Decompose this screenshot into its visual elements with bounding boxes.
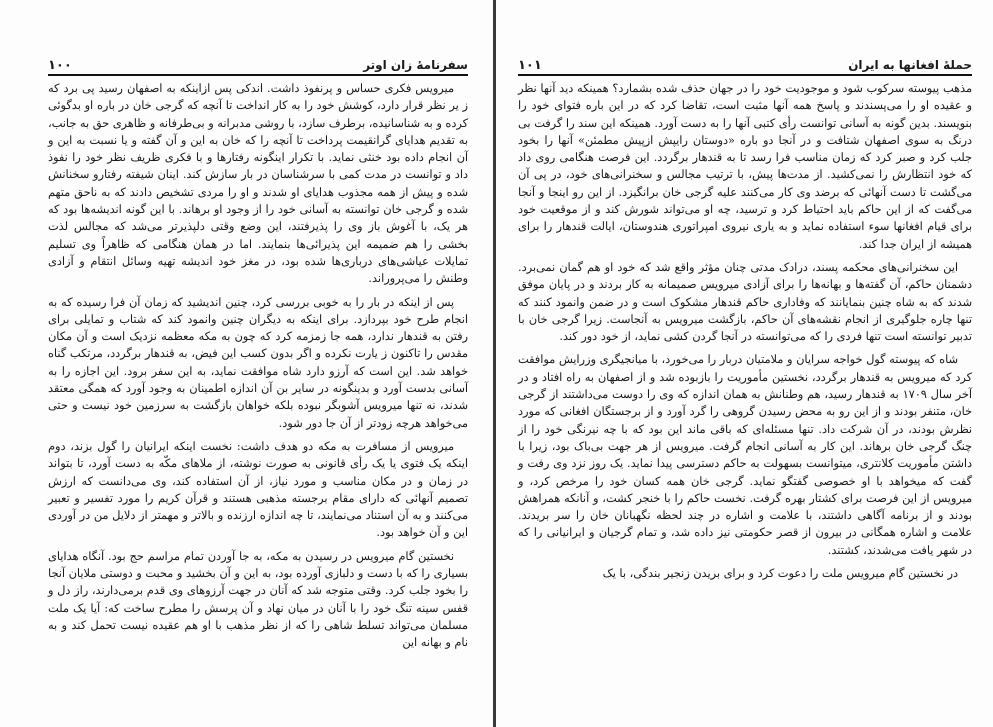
page-header [48, 54, 468, 76]
running-title: حملهٔ افغانها به ایران [848, 58, 972, 72]
paragraph: در نخستین گام میرویس ملت را دعوت کرد و برای بریدن زنجیر بندگی، با یک [602, 567, 958, 581]
left-page [0, 0, 494, 727]
body-text [518, 80, 972, 588]
body-text [48, 80, 468, 658]
paragraph: نخستین گام میرویس در رسیدن به مکه، به جا آوردن تمام مراسم حج بود. آنگاه هدایای بسیاری را که با دست و دلبازی آورده بود، به این و آن بخشید و محبت و دوستی ملایان آنجا را بخود جلب کرد. وقتی متوجه شد که آنان در جهت آرزوهای وی قدم برمی‌دارند، راز دل و قفس سینه تنگ خود را با آنان در میان نهاد و آن پرسش را مطرح ساخت که: آیا یک ملت مسلمان می‌تواند تسلط شاهی را که از نظر مذهب با او هم عقیده نیست تحمل کند و به نام و بهانه این [48, 549, 468, 650]
paragraph: شاه که پیوسته گول خواجه سرایان و ملامتیان دربار را می‌خورد، با میانجیگری وزرایش موافقت کرد که میرویس به قندهار برگردد، نخستین مأموریت را بازبوده شد و از اصفهان به راه افتاد و در آخر سال ۱۷۰۹ به قندهار رسید، هم وطنانش به همان اندازه که وی را دوست می‌داشتند از گرجی خان، متنفر بودند و از این رو به محض رسیدن گروهی را گرد آورد و از برجستگان افغانی که مورد نظرش بودند، در آن شرکت داد. تنها مسئله‌ای که باقی ماند این بود که با چه نیرنگی خود را از چنگ گرجی خان برهاند. این کار به آسانی انجام گرفت. میرویس از هر جهت بی‌باک بود، زیرا با داشتن مأموریت کلانتری، میتوانست بسهولت به حاکم دسترسی پیدا نماید. یک روز نزد وی رفت و گفت که میخواهد با او خصوصی گفتگو نماید. گرجی خان همه کسان خود را مرخص کرد، و میرویس از این فرصت برای کشتار بهره گرفت. نخست حاکم را با خنجر کشت، و آنانکه همراهش بودند و از برنامه آگاهی داشتند، با علامت و اشاره در چند لحظه نگهبانان خان را سر بریدند. علامت و اشاره همگانی در بیرون از قصر حکومتی نیز داده شد، و تمام گرجیان و ایرانیانی را که در شهر یافت می‌شدند، کشتند. [518, 353, 972, 557]
header-rule [48, 74, 468, 76]
right-page [496, 0, 993, 727]
running-title: سفرنامهٔ زان اوتر [363, 58, 468, 72]
header-rule [518, 74, 972, 76]
page-header [518, 54, 972, 76]
paragraph: میرویس فکری حساس و پرنفوذ داشت. اندکی پس ازاینکه به اصفهان رسید پی برد که ز یر نظر قرار دارد، کوشش خود را به کار انداخت تا آنچه که گرجی خان در باره او بدگوئی کرده و به شناسانیده، برطرف سازد، با روشی مدبرانه و بی‌طرفانه و ظاهری حق به جانب، به تقدیم هدایای گرانقیمت پرداخت تا آنچه را که خان به این و آن گفته و یا نسبت به این و آن انجام داده بود خنثی نماید. با تکرار اینگونه رفتارها و با فکری ظریف نظر خود را نفوذ داد و توانست در مدت کمی با سرشناسان در بار سازش کند. اینان شیفته رفتارو سخنانش شده و پیش از همه مجذوب هدایای او شدند و او را مردی تشخیص دادند که به ناحق متهم شده و گرجی خان توانسته به آسانی خود را از وجود او برهاند. با این گونه اندیشه‌ها بود که هر یک، با آغوش باز وی را پذیرفتند، این وضع وقتی دلپذیرتر می‌شد که مجالس لذت بخشی را هم ضمیمه این پذیرائی‌ها بنمایند. اما در همان هنگامی که ظاهراً وی تسلیم تمایلات عیاشی‌های درباری‌ها شده بود، در مغز خود اندیشه تهیه وسائل انتقام و آزادی وطنش را می‌پروراند. [48, 82, 468, 286]
paragraph: پس از اینکه در بار را به خوبی بررسی کرد، چنین اندیشید که زمان آن فرا رسیده که به انجام طرح خود بپردازد. برای اینکه به دیگران چنین وانمود کند که شتاب و تمایلی برای رفتن به قندهار ندارد، همه جا زمزمه کرد که چون به مکه معظمه نزدیک است و آن مکان مقدس را تاکنون ز یارت نکرده و اگر بدون کسب این فیض، به قندهار برگردد، مرتکب گناه خواهد شد. این است که آرزو دارد شاه موافقت نماید، به این سفر برود. این اجازه را به آسانی بدست آورد و بدینگونه در سایر بن آن اندازه اطمینان به وجود آورد که همگی معتقد شدند، نه تنها میرویس آشوبگر نبوده بلکه خواهان بازگشت به سرزمین خود نیست و حتی می‌خواهد هرچه زودتر از آن جا دور شود. [48, 295, 468, 430]
page-number: ۱۰۱ [518, 58, 542, 73]
page-number: ۱۰۰ [48, 58, 72, 73]
paragraph: میرویس از مسافرت به مکه دو هدف داشت: نخست اینکه ایرانیان را گول بزند، دوم اینکه یک فتوی یا یک رأی قانونی به صورت نوشته، از ملاهای مکّه به دست آورد، تا بتواند در زمان و در مکان مناسب و مورد نیاز، از آن استفاده کند، وی می‌دانست که ارزش تصمیم آنهائی که دارای مقام برجسته مذهبی هستند و قرآن کریم را مورد تفسیر و تعبیر می‌کنند و به آن استناد می‌نمایند، تا چه اندازه ارزنده و بالاتر و مهمتر از دلایل من در آوردی این و آن خواهد بود. [48, 439, 468, 540]
paragraph: مذهب پیوسته سرکوب شود و موجودیت خود را در جهان حذف شده بشمارد؟ همینکه دید آنها نظر و عقیده او را می‌پسندند و پاسخ همه آنها مثبت است، تقاضا کرد که در این باره فتوای خود را بنویسند. بدین گونه به آسانی توانست رأی کتبی آنها را به دست آورد. همینکه این سند را گرفت بی درنگ به سوی اصفهان شتافت و در آنجا دو باره «دوستان رایپش ازپیش مطمئن» آنها را بخود جلب کرد و صبر کرد که زمان مناسب فرا رسد تا به قندهار برگردد. این فرصت هنگامی روی داد که خود انتظارش را نمی‌کشید. از مدت‌ها پیش، با ترتیب مجالس و سخنرانی‌های خود، در پی آن می‌گشت تا دست آنهائی که برضد وی کار می‌کنند علیه گرجی خان برانگیزد. از این رو اینجا و آنجا می‌گفت که از این حاکم باید احتیاط کرد و ترسید، چه او می‌تواند شورش کند و از موقعیت خود برای قیام افغانها سوء استفاده نماید و به یاری نیروی امپراتوری هندوستان، ایالت قندهار را برای همیشه از ایران جدا کند. [518, 82, 972, 251]
paragraph: این سخنرانی‌های محکمه پسند، درادک مدتی چنان مؤثر واقع شد که خود او هم گمان نمی‌برد. دشمنان حاکم، آن گفته‌ها و بهانه‌ها را برای آزادی میرویس صمیمانه به کار بردند و در پایان موفق شدند که به شاه چنین بنمایانند که وفاداری حاکم قندهار مشکوک است و در ضمن وانمود کنند که تنها چاره جلوگیری از انجام نقشه‌های آن حاکم، بازگشت میرویس به آنجاست. زیرا گرجی خان با تدبیر توانسته است تنها فردی را که می‌توانسته در آنجا گردن کشی نماید، از خود دور کند. [518, 260, 972, 344]
